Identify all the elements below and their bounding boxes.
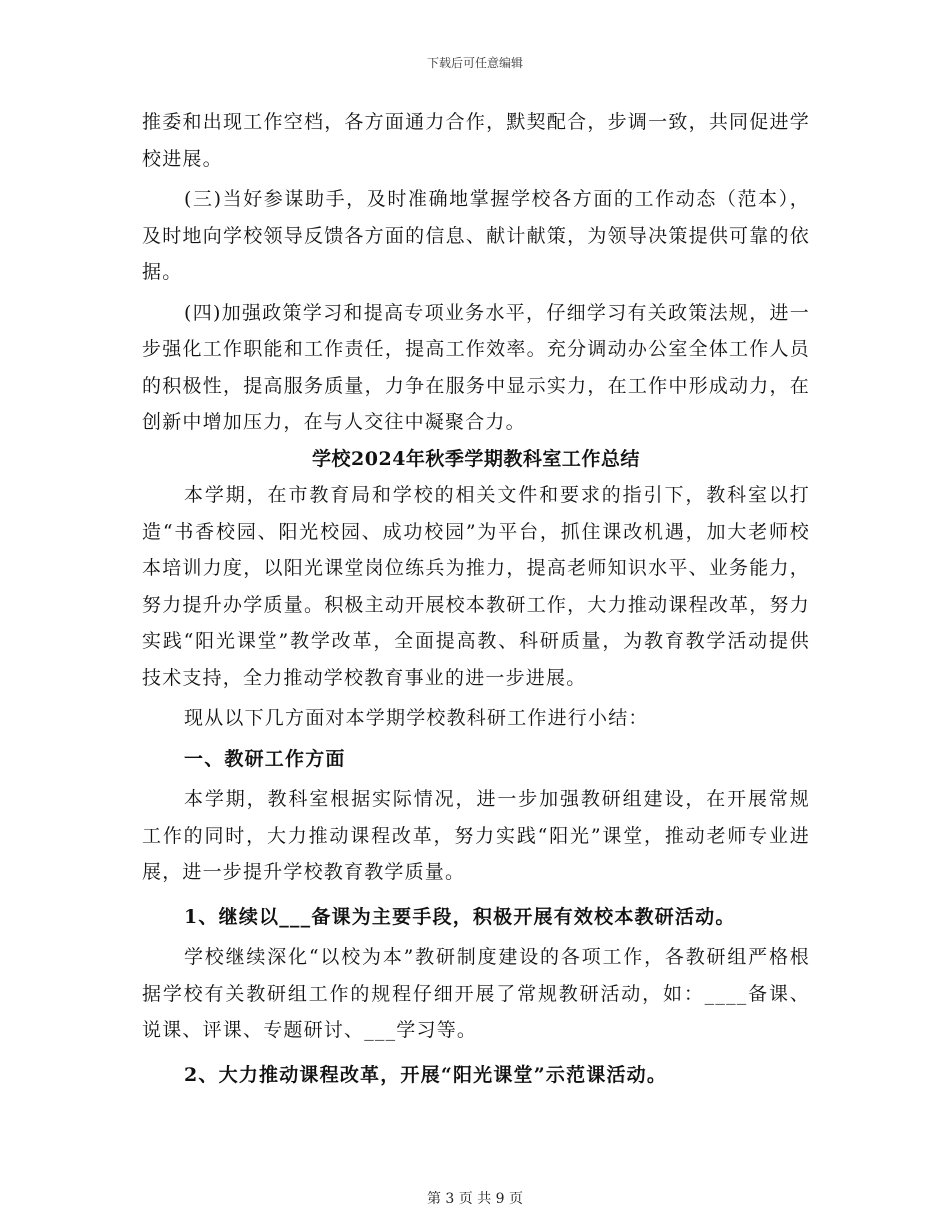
paragraph-school-based-research: 学校继续深化“以校为本”教研制度建设的各项工作，各教研组严格根据学校有关教研组工作的规程仔细开展了常规教研活动，如：____备课、说课、评课、专题研讨、___学习等。 <box>142 946 810 1041</box>
page-footer: 第 3 页 共 9 页 <box>426 1191 524 1207</box>
paragraph-intro: 本学期，在市教育局和学校的相关文件和要求的指引下，教科室以打造“书香校园、阳光校园、成功校园”为平台，抓住课改机遇，加大老师校本培训力度，以阳光课堂岗位练兵为推力，提高老师知识水平、业务能力，努力提升办学质量。积极主动开展校本教研工作，大力推动课程改革，努力实践“阳光课堂”教学改革，全面提高教、科研质量，为教育教学活动提供技术支持，全力推动学校教育事业的进一步进展。 <box>142 484 810 689</box>
page-header: 下载后可任意编辑 <box>426 56 523 70</box>
document-body <box>142 104 810 1093</box>
subheading-lesson-preparation: 1、继续以___备课为主要手段，积极开展有效校本教研活动。 <box>184 905 736 928</box>
document-title: 学校2024年秋季学期教科室工作总结 <box>312 447 640 470</box>
paragraph-teaching-research: 本学期，教科室根据实际情况，进一步加强教研组建设，在开展常规工作的同时，大力推动课程改革，努力实践“阳光”课堂，推动老师专业进展，进一步提升学校教育教学质量。 <box>142 788 810 883</box>
subheading-curriculum-reform: 2、大力推动课程改革，开展“阳光课堂”示范课活动。 <box>184 1063 668 1086</box>
paragraph-item-3: (三)当好参谋助手，及时准确地掌握学校各方面的工作动态（范本），及时地向学校领导反馈各方面的信息、献计献策，为领导决策提供可靠的依据。 <box>142 188 810 283</box>
paragraph-item-4: (四)加强政策学习和提高专项业务水平，仔细学习有关政策法规，进一步强化工作职能和工作责任，提高工作效率。充分调动办公室全体工作人员的积极性，提高服务质量，力争在服务中显示实力，在工作中形成动力，在创新中增加压力，在与人交往中凝聚合力。 <box>142 301 810 433</box>
section-heading-teaching-research: 一、教研工作方面 <box>184 747 346 770</box>
paragraph-summary-lead: 现从以下几方面对本学期学校教科研工作进行小结： <box>184 707 649 729</box>
paragraph-continuation: 推委和出现工作空档，各方面通力合作，默契配合，步调一致，共同促进学校进展。 <box>142 111 810 170</box>
